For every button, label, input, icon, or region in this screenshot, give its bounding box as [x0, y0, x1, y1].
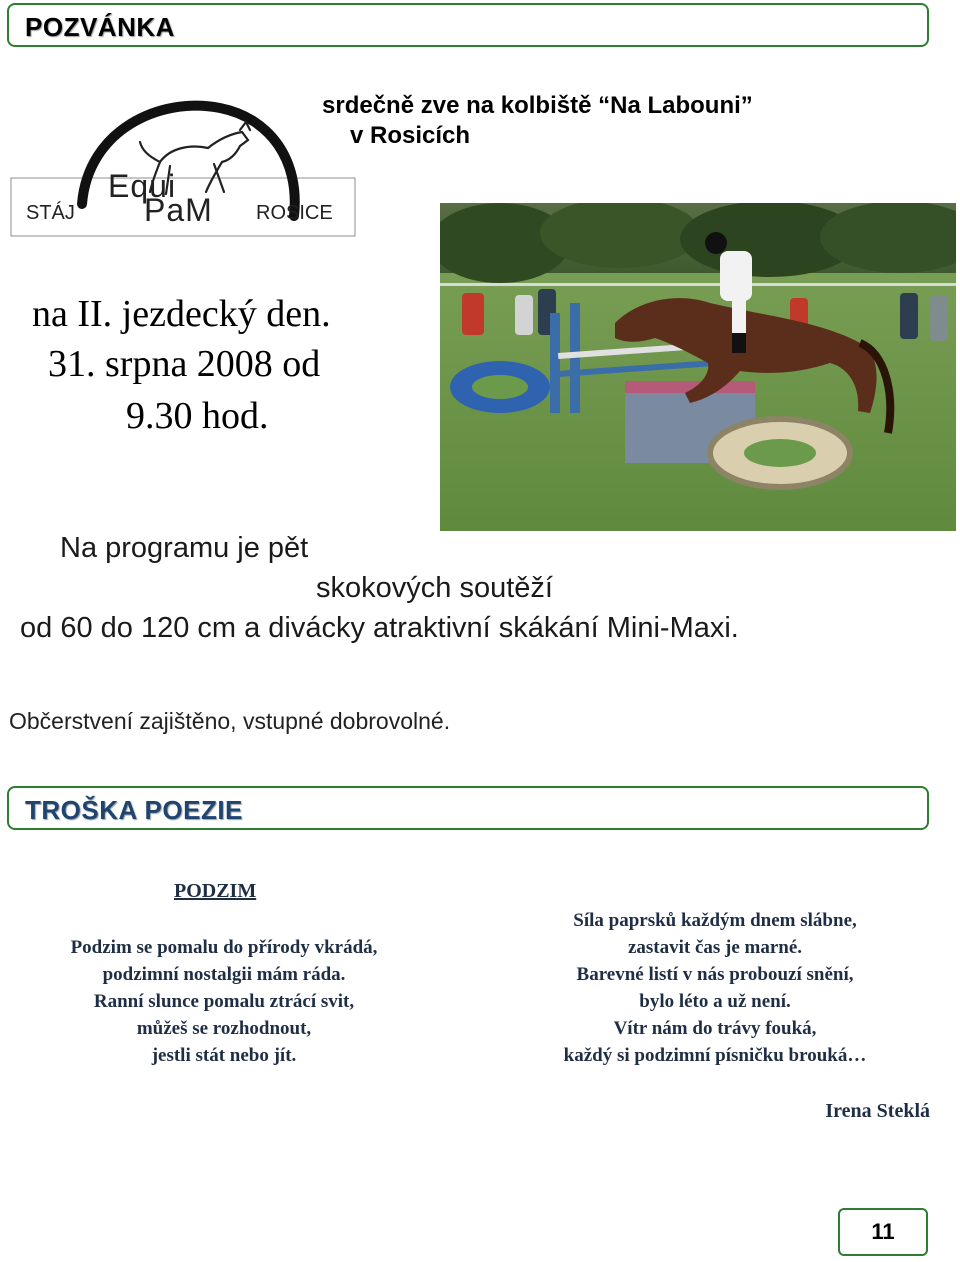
poem-author: Irena Steklá: [825, 1100, 930, 1122]
poetry-header-box: [7, 786, 929, 830]
event-line-3: 9.30 hod.: [126, 395, 269, 437]
poem-line: Síla paprsků každým dnem slábne,: [573, 910, 857, 931]
poem-left-stanza: [14, 934, 434, 1069]
invitation-line-2: v Rosicích: [350, 122, 471, 149]
poem-line: Barevné listí v nás probouzí snění,: [576, 964, 854, 985]
poetry-heading: TROŠKA POEZIE: [25, 795, 243, 825]
invitation-line-1: srdečně zve na kolbiště “Na Labouni”: [322, 92, 753, 119]
poem-title: PODZIM: [174, 880, 257, 902]
logo-left-text: STÁJ: [26, 202, 75, 224]
logo-brand-top: Equi: [108, 168, 177, 204]
stable-logo: [10, 100, 356, 238]
event-line-1: na II. jezdecký den.: [32, 293, 331, 335]
logo-brand-bottom: PaM: [144, 192, 213, 228]
horse-jumping-photo: [440, 203, 956, 531]
poem-line: zastavit čas je marné.: [627, 937, 803, 958]
poem-line: Podzim se pomalu do přírody vkrádá,: [70, 937, 378, 958]
poem-line: podzimní nostalgii mám ráda.: [102, 964, 346, 985]
poem-line: Ranní slunce pomalu ztrácí svit,: [93, 991, 355, 1012]
poem-line: Vítr nám do trávy fouká,: [613, 1018, 817, 1039]
refreshments-note: Občerstvení zajištěno, vstupné dobrovolné.: [9, 708, 451, 734]
invitation-heading: POZVÁNKA: [25, 12, 175, 42]
poem-line: bylo léto a už není.: [639, 991, 791, 1012]
program-line-3: od 60 do 120 cm a divácky atraktivní skákání Mini-Maxi.: [20, 612, 739, 644]
poem-line: každý si podzimní písničku brouká…: [563, 1045, 867, 1066]
program-line-1: Na programu je pět: [60, 532, 309, 564]
event-line-2: 31. srpna 2008 od: [48, 343, 321, 385]
program-line-2: skokových soutěží: [316, 572, 553, 604]
poem-line: můžeš se rozhodnout,: [136, 1018, 312, 1039]
logo-right-text: ROSICE: [256, 202, 333, 224]
poem-line: jestli stát nebo jít.: [151, 1045, 297, 1066]
poem-right-stanza: [505, 907, 925, 1069]
page-number: 11: [838, 1208, 928, 1256]
invitation-header-box: [7, 3, 929, 47]
